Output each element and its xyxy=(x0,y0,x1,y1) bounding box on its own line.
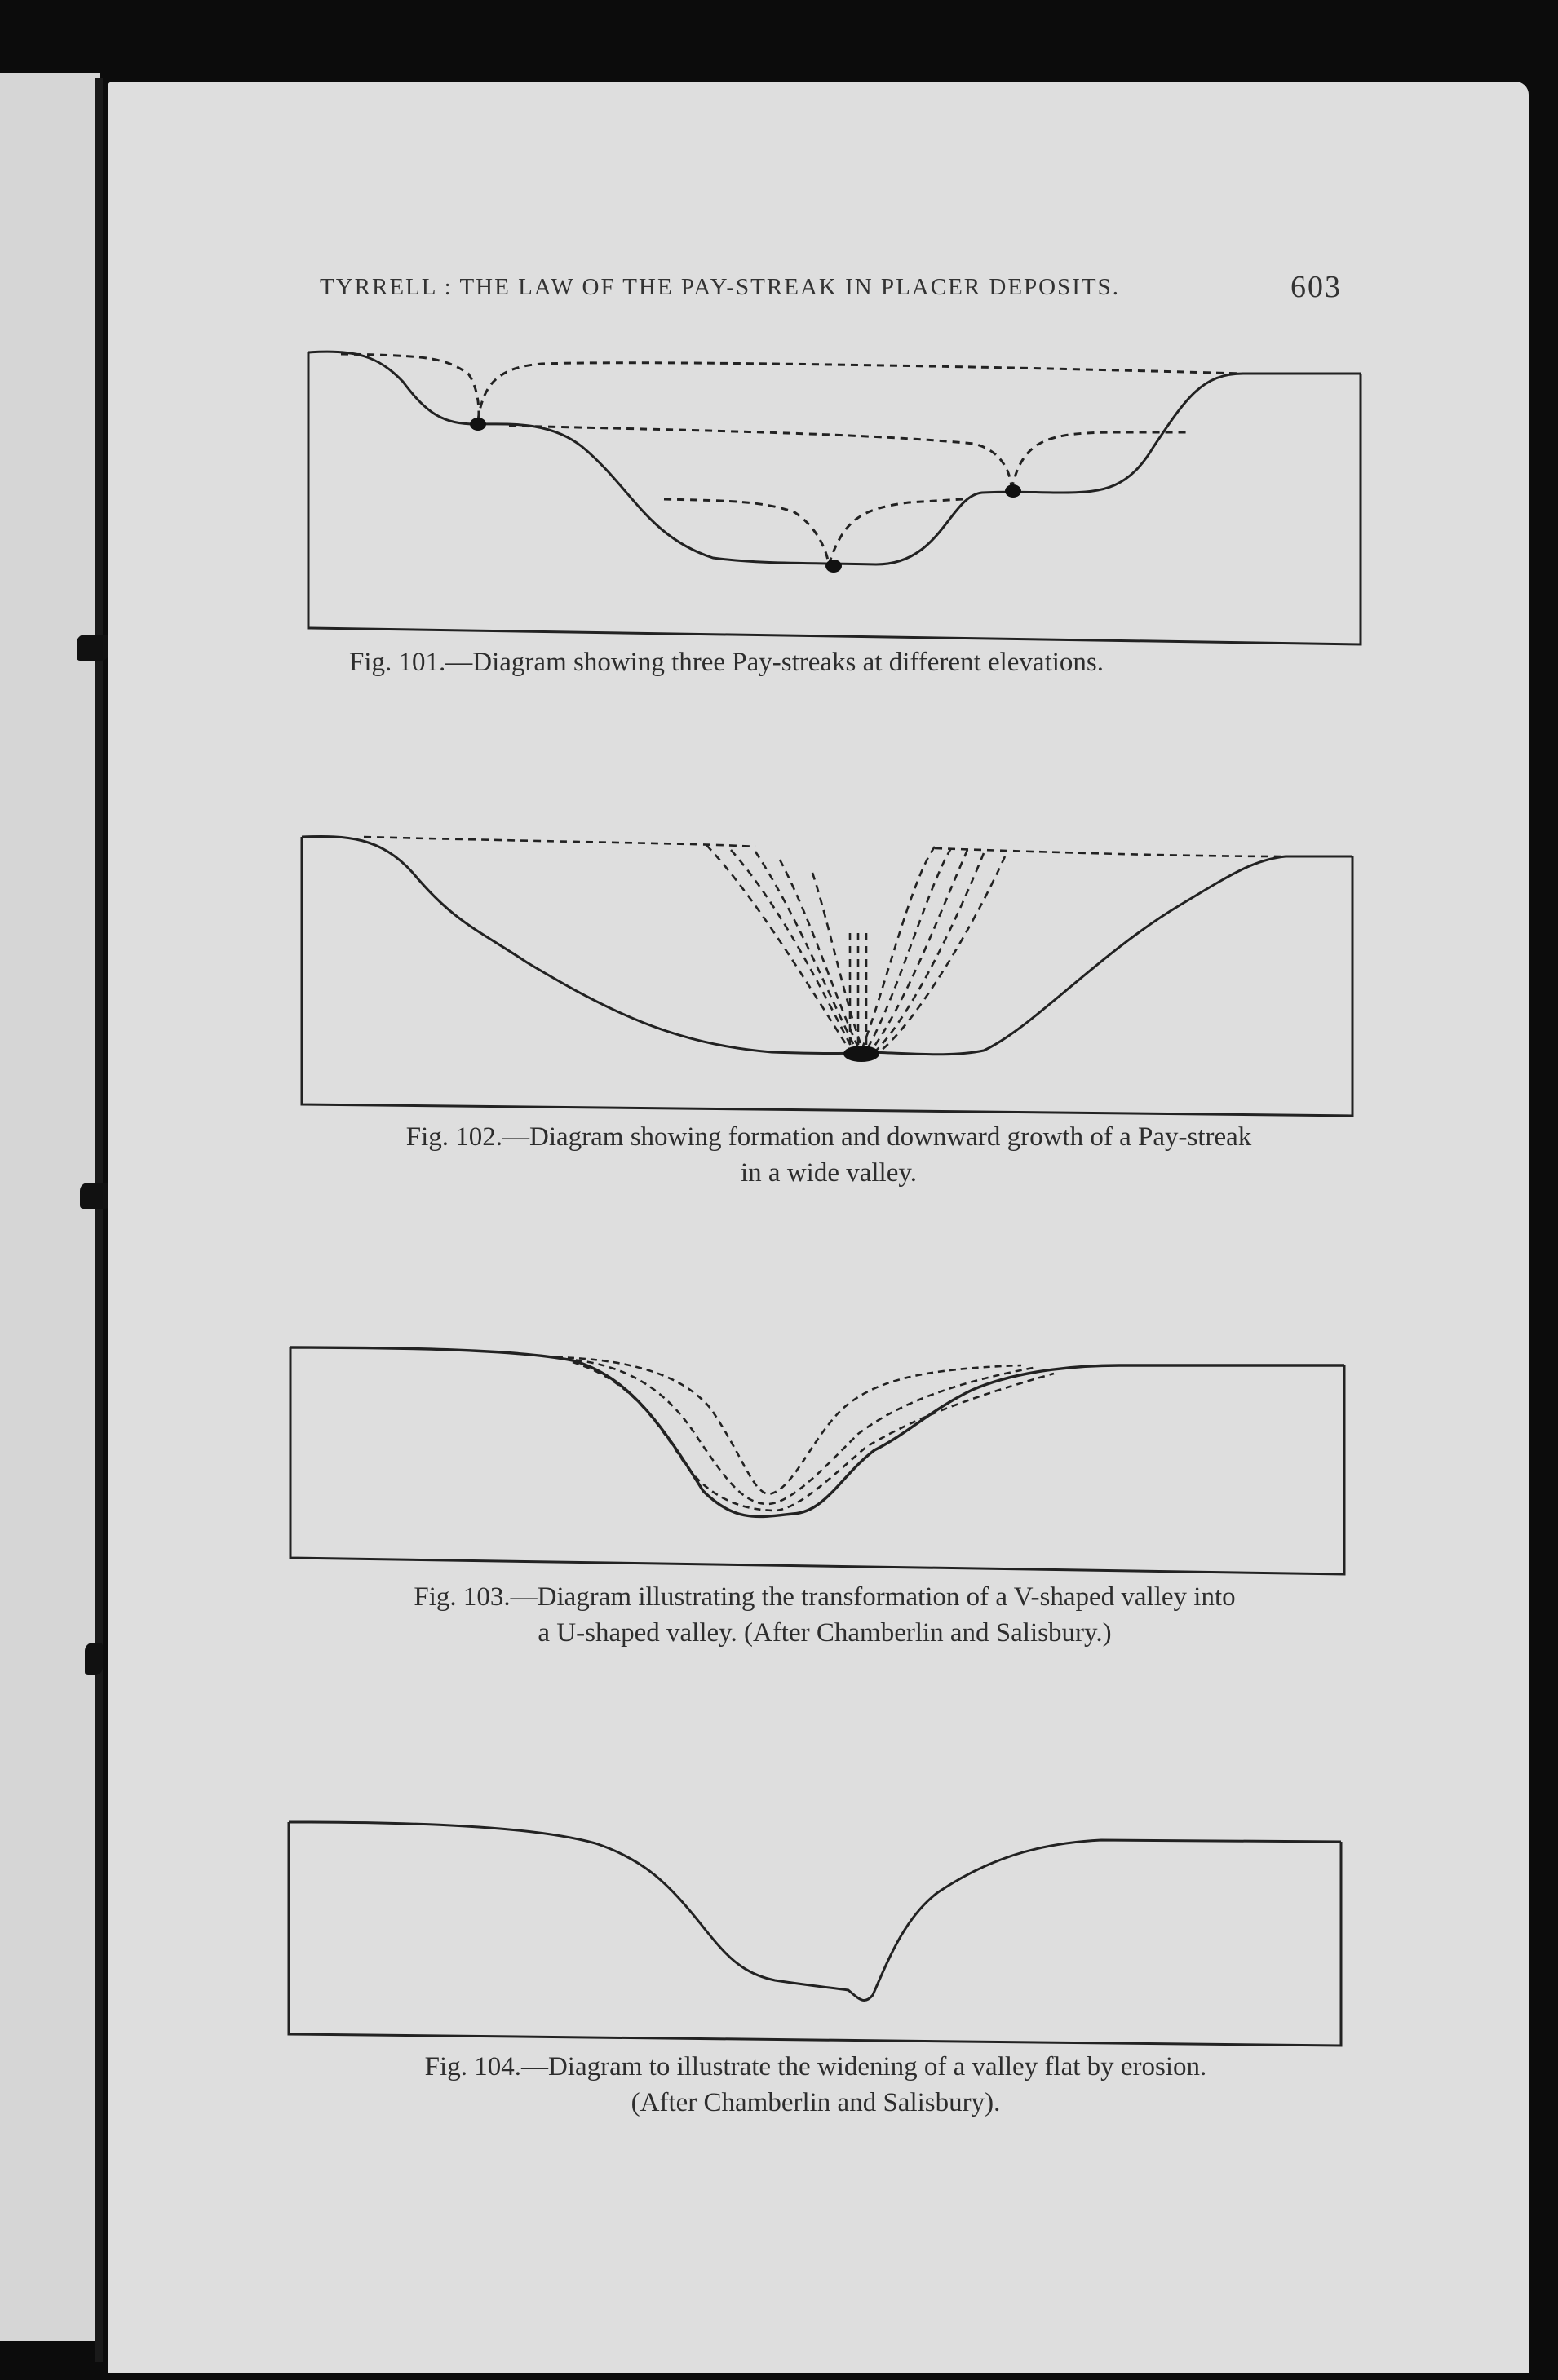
figure-101-label: Fig. 101. xyxy=(349,648,446,677)
frame xyxy=(302,837,1352,1116)
figure-102-caption-text: —Diagram showing formation and downward growth of a Pay-streak xyxy=(502,1122,1252,1152)
lower-paystreak-limit xyxy=(829,499,963,564)
former-valley-slope xyxy=(780,860,860,1051)
upper-paystreak-limit xyxy=(478,363,1243,421)
figure-104-caption-line1 xyxy=(261,2049,1370,2085)
running-head-title: TYRRELL : THE LAW OF THE PAY-STREAK IN PLACER DEPOSITS. xyxy=(320,274,1120,300)
figure-103-caption-line1 xyxy=(282,1579,1367,1615)
figure-101-caption-text: —Diagram showing three Pay-streaks at different elevations. xyxy=(445,648,1104,677)
lower-paystreak-limit xyxy=(664,499,829,564)
u-shaped-valley xyxy=(290,1347,1344,1516)
middle-paystreak-limit xyxy=(509,426,1011,489)
former-valley-floor xyxy=(935,848,1286,856)
pay-streak xyxy=(1005,484,1021,498)
figure-104-caption xyxy=(261,2049,1370,2121)
figure-103-caption-text: —Diagram illustrating the transformation of a V-shaped valley into xyxy=(510,1582,1236,1612)
page-number: 603 xyxy=(1290,270,1342,304)
former-valley-slope xyxy=(861,847,935,1051)
figure-104 xyxy=(285,1819,1346,2055)
binding-tab xyxy=(85,1643,103,1675)
former-valley-floor xyxy=(364,837,755,847)
valley-profile xyxy=(289,1822,1341,2001)
former-valley-slope xyxy=(871,850,967,1051)
figure-102 xyxy=(299,832,1356,1126)
former-valley-slope xyxy=(812,873,863,1051)
figure-104-caption-line2: (After Chamberlin and Salisbury). xyxy=(631,2088,1001,2117)
figure-103-caption-line2: a U-shaped valley. (After Chamberlin and Salisbury.) xyxy=(538,1618,1112,1648)
pay-streak xyxy=(843,1046,879,1062)
upper-paystreak-limit xyxy=(341,354,479,422)
figure-102-caption-line1 xyxy=(282,1119,1375,1155)
figure-101-diagram xyxy=(305,349,1362,651)
v-shaped-valley-stage xyxy=(564,1359,1038,1504)
figure-104-label: Fig. 104. xyxy=(424,2052,521,2081)
v-shaped-valley-stage xyxy=(556,1357,1021,1494)
figure-102-label: Fig. 102. xyxy=(405,1122,502,1152)
frame xyxy=(308,352,1361,644)
figure-101 xyxy=(305,349,1362,651)
frame xyxy=(289,1822,1341,2046)
former-valley-slope xyxy=(866,848,951,1051)
valley-profile xyxy=(302,836,1352,1054)
figure-104-diagram xyxy=(285,1819,1346,2055)
binding-gutter xyxy=(95,78,103,2362)
pay-streak xyxy=(825,560,842,573)
middle-paystreak-limit xyxy=(1011,432,1186,489)
former-valley-slope xyxy=(755,852,856,1051)
figure-103-label: Fig. 103. xyxy=(414,1582,511,1612)
valley-profile xyxy=(308,352,1361,564)
frame xyxy=(290,1347,1344,1574)
figure-102-caption-line2: in a wide valley. xyxy=(741,1158,917,1188)
figure-102-caption xyxy=(282,1119,1375,1191)
running-head xyxy=(320,270,1364,304)
binding-tab xyxy=(77,635,109,661)
figure-103 xyxy=(287,1344,1348,1581)
pay-streak xyxy=(470,418,486,431)
figure-103-caption xyxy=(282,1579,1367,1651)
former-valley-slope xyxy=(706,845,850,1051)
figure-104-caption-text: —Diagram to illustrate the widening of a valley flat by erosion. xyxy=(520,2052,1207,2081)
figure-102-diagram xyxy=(299,832,1356,1126)
former-valley-slope xyxy=(876,853,984,1051)
figure-101-caption xyxy=(349,644,1328,680)
figure-103-diagram xyxy=(287,1344,1348,1581)
